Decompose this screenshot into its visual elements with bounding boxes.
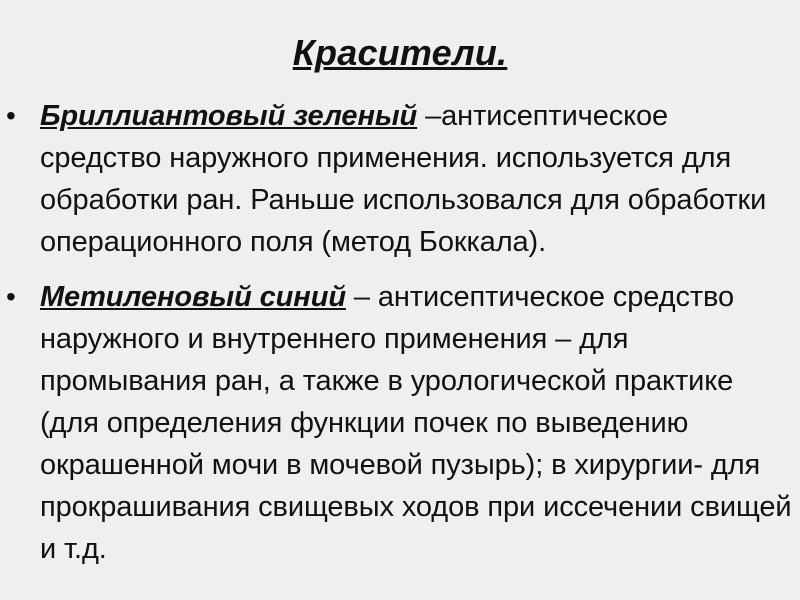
description-brilliant-green: –антисептическое средство наружного применения. используется для обработки ран. Раньше использовался для обработки операционного поля (метод Боккала). bbox=[40, 100, 767, 258]
bullet-icon: • bbox=[6, 281, 16, 312]
list-item-brilliant-green bbox=[0, 95, 800, 263]
slide-title: Красители. bbox=[292, 32, 508, 73]
term-methylene-blue: Метиленовый синий bbox=[40, 281, 346, 313]
bullet-list bbox=[0, 95, 800, 570]
description-methylene-blue: – антисептическое средство наружного и внутреннего применения – для промывания ран, а также в урологической практике (для определения функции почек по выведению окрашенной мочи в мочевой пузырь); в хирургии- для прокрашивания свищевых ходов при иссечении свищей и т.д. bbox=[40, 281, 792, 565]
bullet-icon: • bbox=[6, 100, 16, 131]
term-brilliant-green: Бриллиантовый зеленый bbox=[40, 100, 418, 132]
list-item-methylene-blue bbox=[0, 276, 800, 570]
